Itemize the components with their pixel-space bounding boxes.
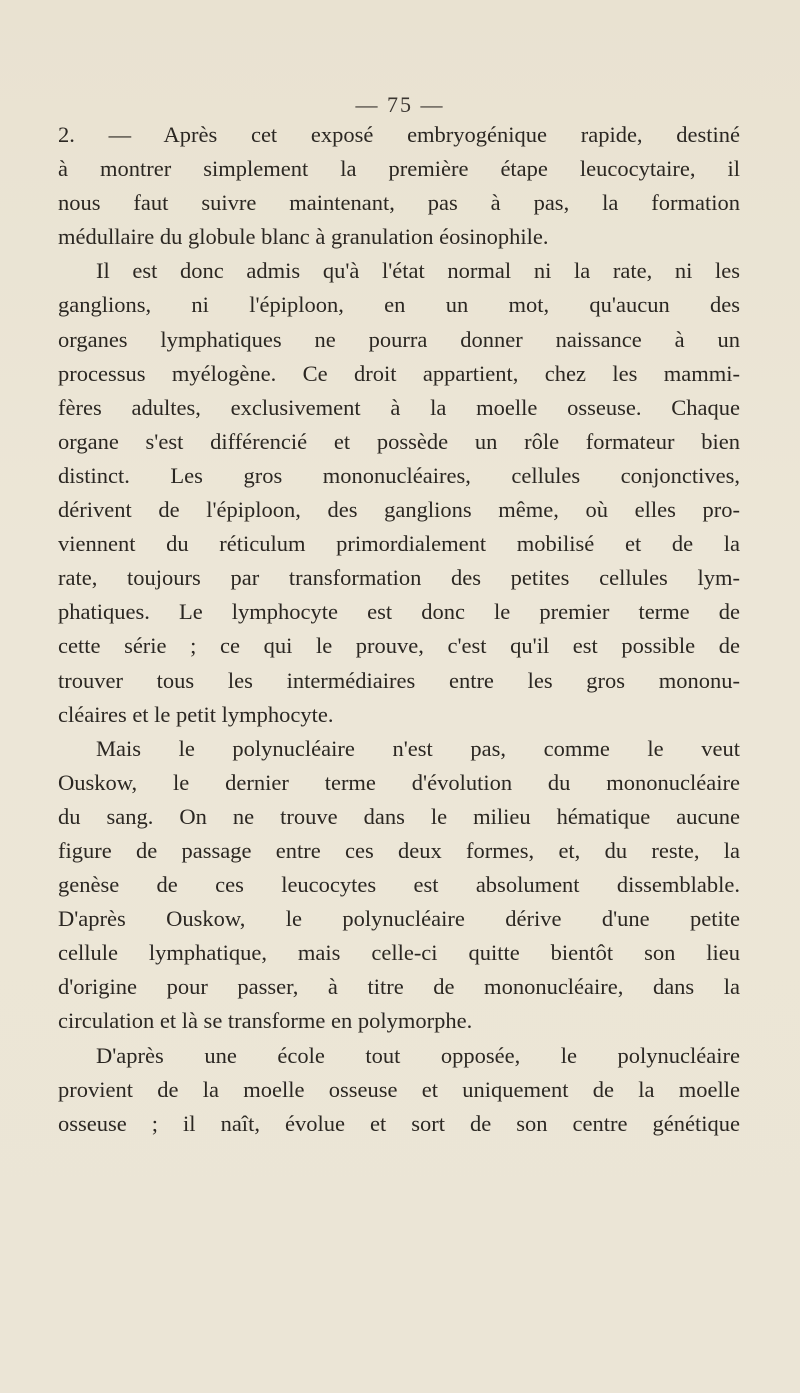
text-line: cellule lymphatique, mais celle-ci quitte bientôt son lieu <box>58 940 740 966</box>
text-line: circulation et là se transforme en polymorphe. <box>58 1008 473 1034</box>
text-line: cléaires et le petit lymphocyte. <box>58 701 334 727</box>
text-line: nous faut suivre maintenant, pas à pas, la formation <box>58 190 740 216</box>
text-line: trouver tous les intermédiaires entre les gros mononu- <box>58 667 740 693</box>
text-line: 2. — Après cet exposé embryogénique rapide, destiné <box>58 122 740 147</box>
text-line: D'après une école tout opposée, le polynucléaire <box>96 1042 740 1068</box>
text-line: processus myélogène. Ce droit appartient, chez les mammi- <box>58 360 740 386</box>
text-line: rate, toujours par transformation des petites cellules lym- <box>58 565 740 591</box>
text-line: à montrer simplement la première étape leucocytaire, il <box>58 156 740 182</box>
text-line: cette série ; ce qui le prouve, c'est qu'il est possible de <box>58 633 740 659</box>
body-text <box>58 118 740 1141</box>
text-line: Ouskow, le dernier terme d'évolution du mononucléaire <box>58 769 740 795</box>
text-line: Il est donc admis qu'à l'état normal ni la rate, ni les <box>96 258 740 284</box>
text-line: D'après Ouskow, le polynucléaire dérive d'une petite <box>58 906 740 932</box>
text-line: provient de la moelle osseuse et uniquement de la moelle <box>58 1076 740 1102</box>
text-line: dérivent de l'épiploon, des ganglions même, où elles pro- <box>58 497 740 523</box>
text-line: figure de passage entre ces deux formes, et, du reste, la <box>58 837 740 863</box>
text-line: organes lymphatiques ne pourra donner naissance à un <box>58 326 740 352</box>
text-line: fères adultes, exclusivement à la moelle osseuse. Chaque <box>58 394 740 420</box>
text-line: du sang. On ne trouve dans le milieu hématique aucune <box>58 803 740 829</box>
text-line: phatiques. Le lymphocyte est donc le premier terme de <box>58 599 740 625</box>
page-number: — 75 — <box>355 92 445 117</box>
text-line: d'origine pour passer, à titre de mononucléaire, dans la <box>58 974 740 1000</box>
text-line: genèse de ces leucocytes est absolument dissemblable. <box>58 872 740 898</box>
text-line: médullaire du globule blanc à granulation éosinophile. <box>58 224 549 250</box>
text-line: distinct. Les gros mononucléaires, cellules conjonctives, <box>58 462 740 488</box>
text-line: Mais le polynucléaire n'est pas, comme le veut <box>96 735 740 761</box>
text-line: ganglions, ni l'épiploon, en un mot, qu'aucun des <box>58 292 740 318</box>
text-line: osseuse ; il naît, évolue et sort de son centre génétique <box>58 1110 740 1136</box>
text-line: viennent du réticulum primordialement mobilisé et de la <box>58 531 740 557</box>
text-line: organe s'est différencié et possède un rôle formateur bien <box>58 428 740 454</box>
